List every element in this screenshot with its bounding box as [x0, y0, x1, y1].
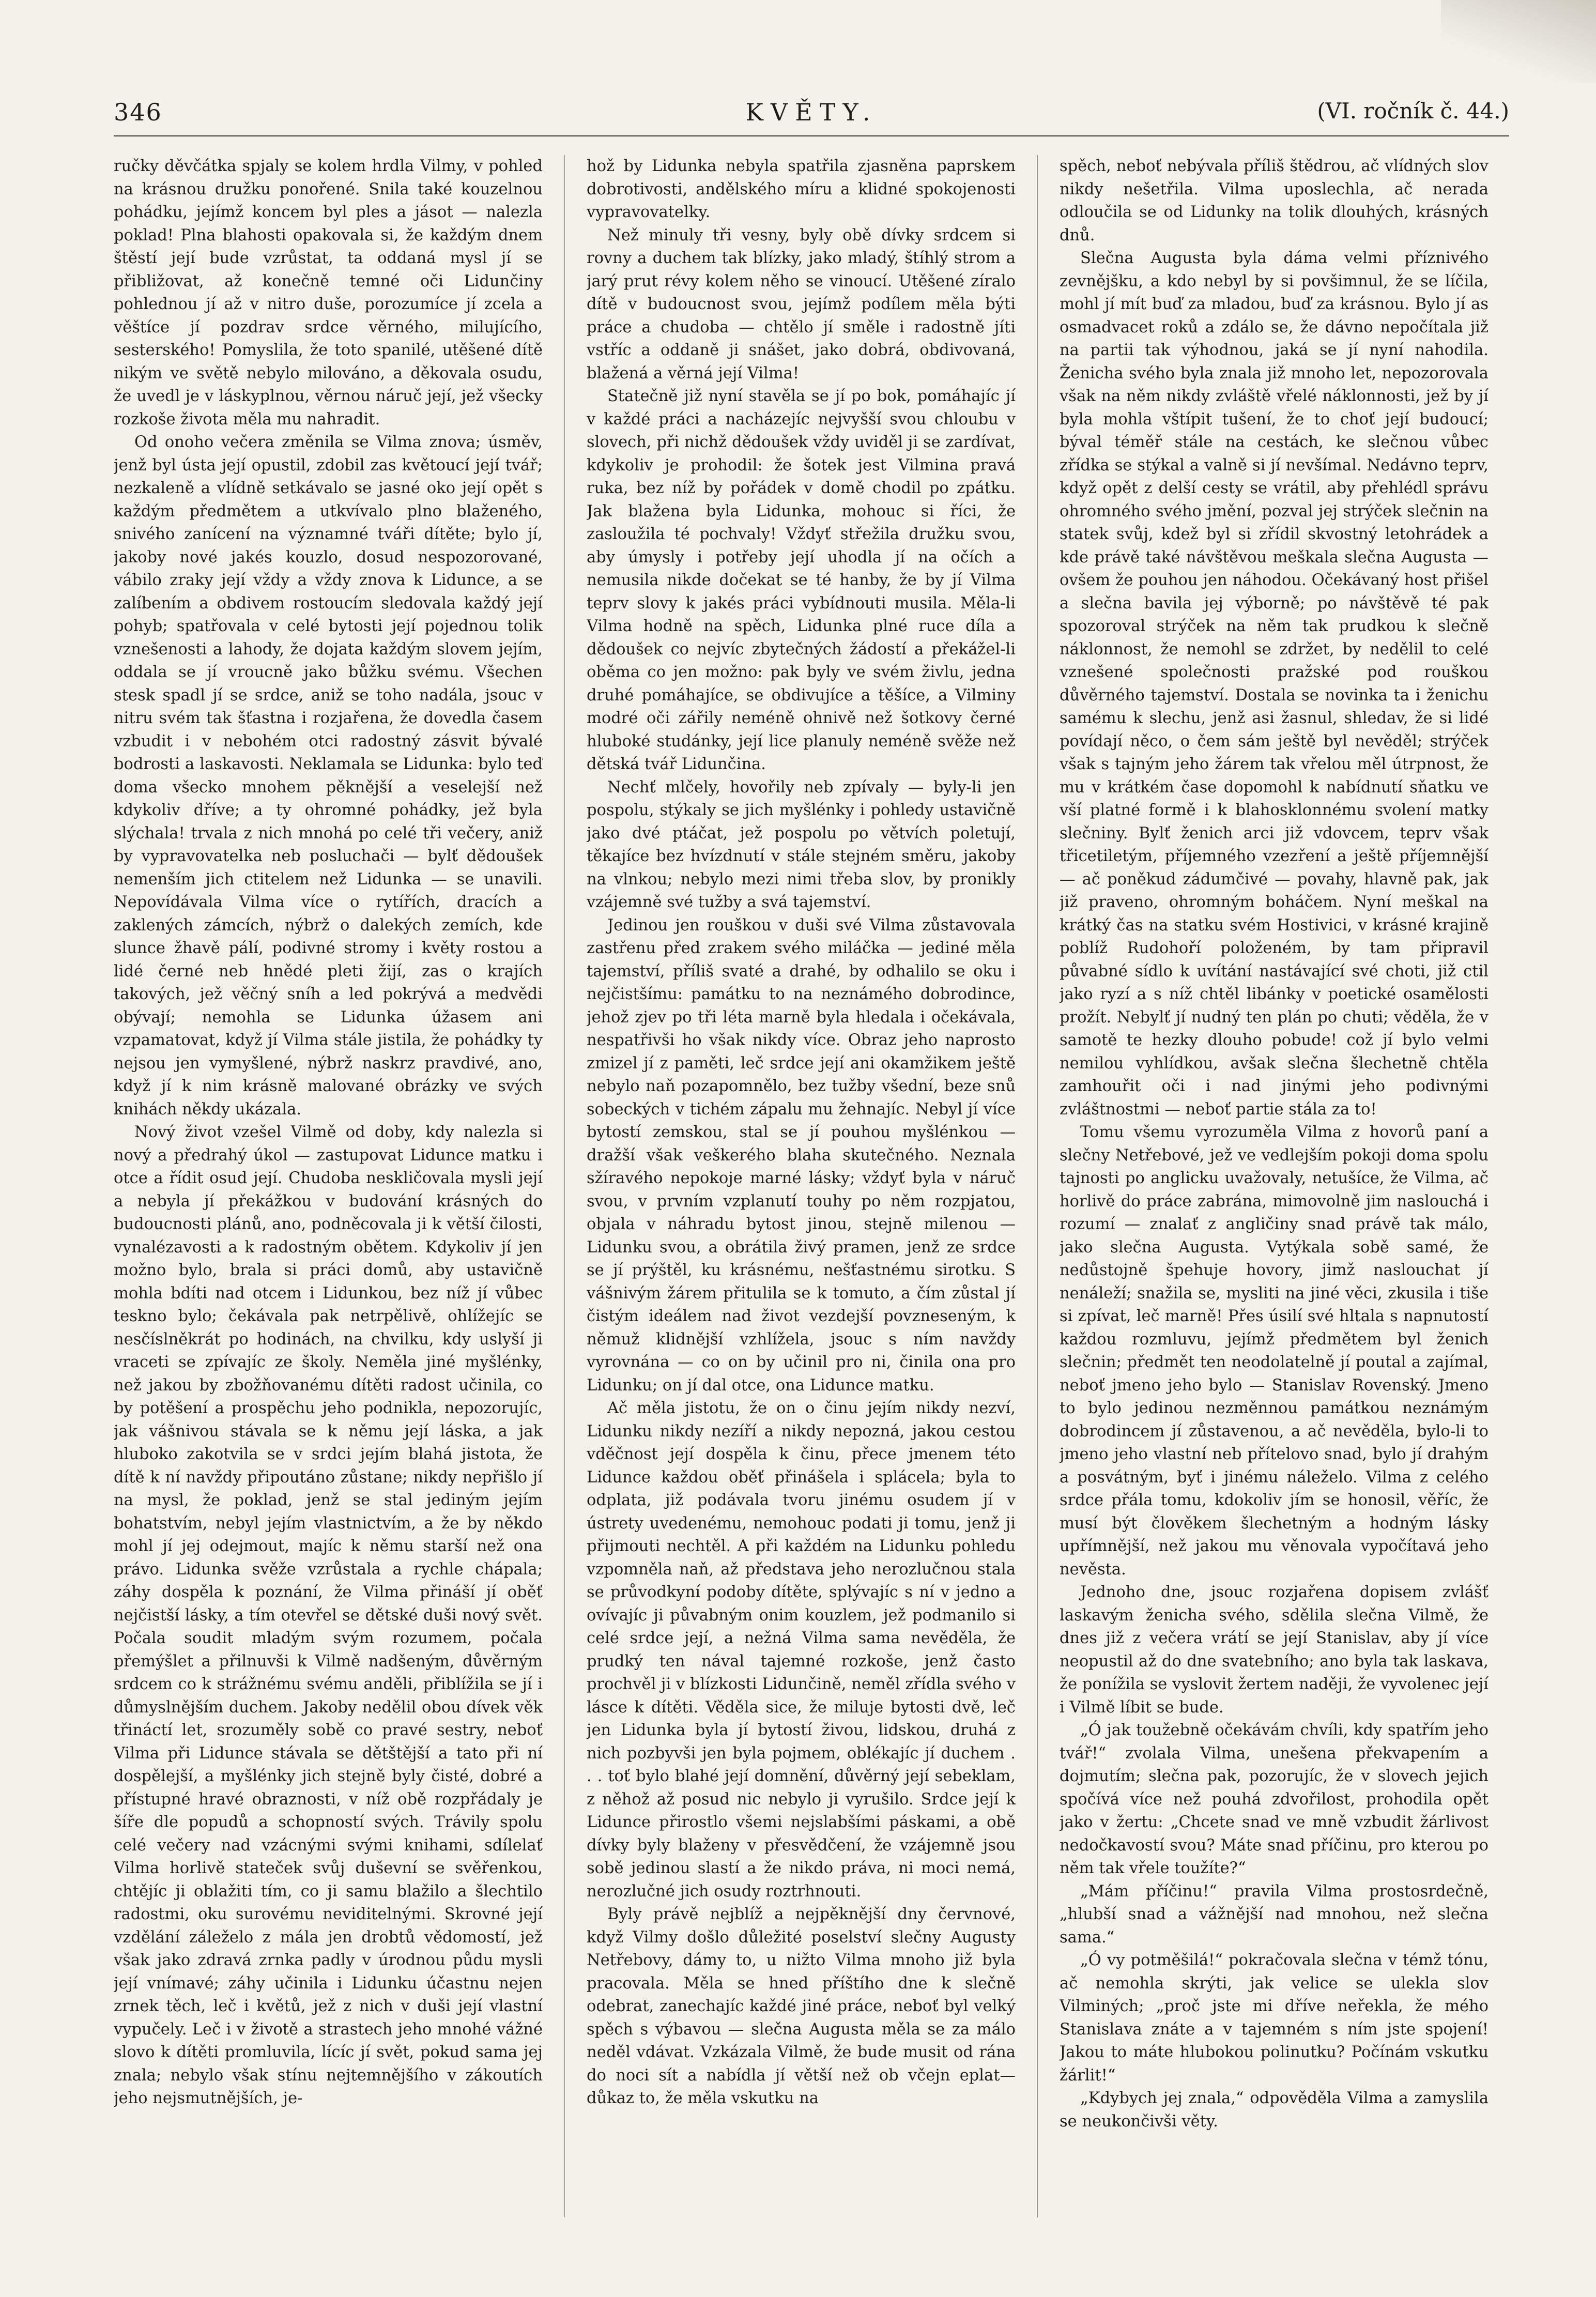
paragraph: ručky děvčátka spjaly se kolem hrdla Vilmy, v pohled na krásnou družku ponořené. Snila také kouzelnou pohádku, jejímž koncem byl ples a jásot — nalezla poklad! Plna blahosti opakovala si, že každým dnem štěstí její bude vzrůstat, ta oddaná mysl jí se přibližovat, až konečně temné oči Lidunčiny pohlednou jí až v nitro duše, porozumíce jí zcela a věštíce jí pozdrav srdce věrného, milujícího, sesterského! Pomyslila, že toto spanilé, utěšené dítě nikým ve světě nebylo milováno, a děkovala osudu, že uvedl je v láskyplnou, věrnou náruč její, jež všecky rozkoše života měla mu nahradit.	[114, 157, 543, 428]
column-divider	[1037, 155, 1038, 2217]
paragraph: Tomu všemu vyrozuměla Vilma z hovorů paní a slečny Netřebové, jež ve vedlejším pokoji doma spolu tajnosti po anglicku uvažovaly, netušíce, že Vilma, ač horlivě do práce zabrána, mimovolně jim naslouchá i rozumí — znalať z angličiny snad právě tak málo, jako slečna Augusta. Vytýkala sobě samé, že nedůstojně špehuje hovory, jimž naslouchat jí nenáleží; snažila se, mysliti na jiné věci, zkusila i tiše si zpívat, leč marně! Přes úsilí své hltala s napnutostí každou rozmluvu, jejímž předmětem byl ženich slečnin; předmět ten neodolatelně jí poutal a zajímal, neboť jmeno jeho bylo — Stanislav Rovenský. Jmeno to bylo jedinou nezměnnou památkou neznámým dobrodincem jí zůstavenou, a ač nevěděla, bylo-li to jmeno jeho vlastní neb přítelovo snad, bylo jí drahým a posvátným, byť i jinému náleželo. Vilma z celého srdce přála tomu, kdokoliv jím se honosil, věříc, že musí být člověkem šlechetným a hodným lásky upřímnější, než jakou mu věnovala vypočítavá jeho nevěsta.	[1060, 1123, 1488, 1579]
paragraph: spěch, neboť nebývala příliš štědrou, ač vlídných slov nikdy nešetřila. Vilma uposlechla, ač nerada odloučila se od Lidunky na tolik dlouhých, krásných dnů.	[1060, 157, 1488, 244]
paragraph: Od onoho večera změnila se Vilma znova; úsměv, jenž byl ústa její opustil, zdobil zas květoucí její tvář; nezkaleně a vlídně setkávalo se jasné oko její opět s každým předmětem a utkvívalo plno blaženého, snivého zanícení na významné tváři dítěte; bylo jí, jakoby nové jakés kouzlo, dosud nespozorované, vábilo zraky její vždy a vždy znova k Lidunce, a se zalíbením a obdivem rostoucím sledovala každý její pohyb; spatřovala v celé bytosti její pojednou tolik vznešenosti a lahody, že dojata každým slovem jejím, oddala se jí vroucně jako bůžku svému. Všechen stesk spadl jí se srdce, aniž se toho nadála, jsouc v nitru svém tak šťastna i rozjařena, že dovedla časem vzbudit i v nebohém otci radostný zásvit bývalé bodrosti a laskavosti. Neklamala se Lidunka: bylo teď doma všecko mnohem pěknější a veselejší než kdykoliv dříve; a ty ohromné pohádky, jež byla slýchala! trvala z nich mnohá po celé tři večery, aniž by vypravovatelka neb posluchači — bylť dědoušek nemenším jich ctitelem než Lidunka — se unavili. Nepovídávala Vilma více o rytířích, dracích a zaklených zámcích, nýbrž o dalekých zemích, kde slunce žhavě pálí, podivné stromy i květy rostou a lidé černé neb hnědé pleti žijí, zas o krajích takových, jež věčný sníh a led pokrývá a medvědi obývají; nemohla se Lidunka úžasem ani vzpamatovat, když jí Vilma stále jistila, že pohádky ty nejsou jen vymyšlené, nýbrž naskrz pravdivé, ano, když jí k nim krásně malované obrázky ve svých knihách někdy ukázala.	[114, 433, 543, 1119]
paragraph: „Ó jak toužebně očekávám chvíli, kdy spatřím jeho tvář!“ zvolala Vilma, unešena překvapením a dojmutím; slečna pak, pozorujíc, že v slovech jejich spočívá více než pouhá zdvořilost, prohodila opět jako v žertu: „Chcete snad ve mně vzbudit žárlivost nedočkavostí svou? Máte snad příčinu, pro kterou po něm tak vřele toužíte?“	[1060, 1721, 1488, 1877]
text-column-3	[1060, 155, 1488, 2243]
text-column-1	[114, 155, 543, 2243]
page-header	[114, 93, 1509, 134]
header-rule	[114, 135, 1509, 136]
paragraph: „Kdybych jej znala,“ odpověděla Vilma a zamyslila se neukončivši věty.	[1060, 2089, 1488, 2131]
column-divider	[564, 155, 565, 2217]
paragraph: Než minuly tři vesny, byly obě dívky srdcem si rovny a duchem tak blízky, jako mladý, štíhlý strom a jarý prut révy kolem něho se vinoucí. Utěšené zíralo dítě v budoucnost svou, jejímž podílem měla býti práce a chudoba — chtělo jí směle i radostně jíti vstříc a oddaně ji snášet, jako dobrá, obdivovaná, blažená a věrná její Vilma!	[587, 226, 1016, 382]
paragraph: Byly právě nejblíž a nejpěknější dny červnové, když Vilmy došlo důležité poselství slečny Augusty Netřebovy, dámy to, u nižto Vilma mnoho již byla pracovala. Měla se hned příštího dne k slečně odebrat, zanechajíc každé jiné práce, neboť byl velký spěch s výbavou — slečna Augusta měla se za málo neděl vdávat. Vzkázala Vilmě, že bude musit od rána do noci sít a nabídla jí větší než ob včejn eplat— důkaz to, že měla vskutku na	[587, 1905, 1016, 2107]
paragraph: Nový život vzešel Vilmě od doby, kdy nalezla si nový a předrahý úkol — zastupovat Lidunce matku i otce a řídit osud její. Chudoba neskličovala mysli její a nebyla jí překážkou v budování krásných do budoucnosti plánů, ano, podněcovala ji k větší čilosti, vynalézavosti a k radostným obětem. Kdykoliv jí jen možno bylo, brala si práci domů, aby ustavičně mohla bdíti nad otcem i Lidunkou, bez níž jí vůbec teskno bylo; čekávala pak netrpělivě, ohlížejíc se nesčíslněkrát po hodinách, na chvilku, kdy uslyší ji vraceti se zpívajíc ze školy. Neměla jiné myšlénky, než jakou by zbožňovanému dítěti radost učinila, co by potěšení a prospěchu jeho podnikla, nepozorujíc, jak vášnivou stávala se k němu její láska, a jak hluboko zakotvila se v srdci jejím blahá jistota, že dítě k ní navždy připoutáno zůstane; nikdy nepřišlo jí na mysl, že poklad, jenž se stal jediným jejím bohatstvím, nebyl jejím vlastnictvím, a že by někdo mohl jí jej odejmout, majíc k němu starší než ona právo. Lidunka svěže vzrůstala a rychle chápala; záhy dospěla k poznání, že Vilma přináší jí oběť nejčistší lásky, a tím otevřel se dětské duši nový svět. Počala soudit mladým svým rozumem, počala přemýšlet a přilnuvši k Vilmě nadšeným, důvěrným srdcem co k strážnému svému anděli, přiblížila se jí i důmyslnějším duchem. Jakoby nedělil obou dívek věk třináctí let, srozuměly sobě co pravé sestry, neboť Vilma při Lidunce stávala se dětštější a tato při ní dospělejší, a myšlénky jich stejně byly čisté, dobré a přístupné hravé obraznosti, v níž obě rozpřádaly je šíře dle popudů a schopností svých. Trávily spolu celé večery nad vzácnými svými knihami, sdílelať Vilma horlivě stateček svůj duševní se svěřenkou, chtějíc ji oblažiti tím, co ji samu blažilo a šlechtilo radostmi, oku surovému neviditelnými. Skrovné její vzdělání záleželo z mála jen drobtů vědomostí, jež však jako zdravá zrnka padly v úrodnou půdu mysli její vnímavé; záhy učinila i Lidunku účastnu nejen zrnek těch, leč i květů, jež z nich v duši její vlastní vypučely. Leč i v životě a strastech jeho mnohé vážné slovo k dítěti promluvila, lícíc jí svět, pokud sama jej znala; nebylo však stínu nejtemnějšího v zákoutích jeho nejsmutnějších, je-	[114, 1123, 543, 2107]
paragraph: Nechť mlčely, hovořily neb zpívaly — byly-li jen pospolu, stýkaly se jich myšlénky i pohledy ustavičně jako dvé ptáčat, jež pospolu po větvích poletují, těkajíce bez hvízdnutí v stále stejném směru, jakoby na vlnkou; nebylo mezi nimi třeba slov, by pronikly vzájemně své tužby a svá tajemství.	[587, 778, 1016, 911]
page-number: 346	[114, 98, 162, 126]
volume-info: (VI. ročník č. 44.)	[1317, 98, 1509, 124]
paragraph: Jednoho dne, jsouc rozjařena dopisem zvlášť laskavým ženicha svého, sdělila slečna Vilmě, že dnes již z večera vrátí se její Stanislav, aby jí více neopustil až do dne svatebního; ano byla tak laskava, že ponížila se vyslovit žertem naději, že vyvolenec její i Vilmě líbit se bude.	[1060, 1583, 1488, 1717]
page-corner-shadow	[1441, 0, 1596, 83]
paragraph: Slečna Augusta byla dáma velmi příznivého zevnějšku, a kdo nebyl by si povšimnul, že se líčila, mohl jí mít buď za mladou, buď za krásnou. Bylo jí as osmadvacet roků a zdálo se, že dávno nepočítala již na partii tak výhodnou, jaká se jí nyní nahodila. Ženicha svého byla znala již mnoho let, nepozorovala však na něm nikdy zvláště vřelé náklonnosti, jež by jí byla mohla vštípit tušení, že to choť její budoucí; býval téměř stále na cestách, ke slečnou vůbec zřídka se stýkal a valně si jí nevšímal. Nedávno teprv, když opět z delší cesty se vrátil, aby přehlédl správu ohromného svého jmění, pozval jej strýček slečnin na statek svůj, kdež byl si zřídil skvostný letohrádek a kde právě také návštěvou meškala slečna Augusta — ovšem že pouhou jen náhodou. Očekávaný host přišel a slečna bavila jej výborně; po návštěvě té pak spozoroval strýček na něm tak prudkou k slečně náklonnost, že nemohl se zdržet, by nedělil to celé vznešené společnosti pražské pod rouškou důvěrného tajemství. Dostala se novinka ta i ženichu samému k slechu, jenž asi žasnul, shledav, že si lidé povídají něco, o čem sám ještě byl nevěděl; strýček však s tajným jeho žárem tak vřelou měl útrpnost, že mu v krátkém čase dopomohl k nabídnutí sňatku ve vší platné formě i k blahosklonnému svolení matky slečniny. Bylť ženich arci již vdovcem, teprv však třicetiletým, příjemného vzezření a ještě příjemnější — ač poněkud zádumčivé — povahy, hlavně pak, jak již praveno, ohromným boháčem. Nyní meškal na krátký čas na statku svém Hostivici, v krásné krajině poblíž Rudohoří položeném, by tam připravil půvabné sídlo k uvítání nastávající své choti, již ctil jako ryzí a s níž chtěl libánky v poetické osamělosti prožít. Nebylť jí nudný ten plán po chuti; věděla, že v samotě te hezky dlouho pobude! což jí bylo velmi nemilou vyhlídkou, avšak slečna šlechetně chtěla zamhouřit oči i nad jinými jeho podivnými zvláštnostmi — neboť partie stála za to!	[1060, 249, 1488, 1119]
text-column-2	[587, 155, 1016, 2243]
journal-title: KVĚTY.	[745, 98, 878, 126]
paragraph: Jedinou jen rouškou v duši své Vilma zůstavovala zastřenu před zrakem svého miláčka — jediné měla tajemství, příliš svaté a drahé, by odhalilo se oku i nejčistšímu: památku to na neznámého dobrodince, jehož zjev po tři léta marně byla hledala i očekávala, nespatřivši ho však nikdy více. Obraz jeho naprosto zmizel jí z paměti, leč srdce její ani okamžikem ještě nebylo naň pozapomnělo, bez tužby všední, beze snů sobeckých v tichém zápalu mu žehnajíc. Nebyl jí více bytostí zemskou, stal se jí pouhou myšlénkou — dražší však veškerého blaha skutečného. Neznala sžíravého nepokoje marné lásky; vždyť byla v náruč svou, v prvním vzplanutí touhy po něm rozpjatou, objala v náhradu bytost jinou, stejně milenou — Lidunku svou, a obrátila živý pramen, jenž ze srdce se jí prýštěl, ku krásnému, nešťastnému sirotku. S vášnivým žárem přitulila se k tomuto, a čím zůstal jí čistým ideálem nad život vezdejší povzneseným, k němuž klidnější vzhlížela, jsouc s ním navždy vyrovnána — co on by učinil pro ni, činila ona pro Lidunku; on jí dal otce, ona Lidunce matku.	[587, 916, 1016, 1395]
paragraph: „Ó vy potměšilá!“ pokračovala slečna v témž tónu, ač nemohla skrýti, jak velice se ulekla slov Vilminých; „proč jste mi dříve neřekla, že mého Stanislava znáte a v tajemném s ním jste spojení! Jakou to máte hlubokou polinutku? Počínám vskutku žárlit!“	[1060, 1951, 1488, 2085]
paragraph: Ač měla jistotu, že on o činu jejím nikdy nezví, Lidunku nikdy nezíří a nikdy nepozná, jakou cestou vděčnost její dospěla k činu, přece jmenem této Lidunce každou oběť přinášela i splácela; byla to odplata, již podávala tvoru jinému osudem jí v ústrety uvedenému, nemohouc podati ji tomu, jenž ji přijmouti nechtěl. A při každém na Lidunku pohledu vzpomněla naň, až představa jeho nerozlučnou stala se průvodkyní podoby dítěte, splývajíc s ní v jedno a ovívajíc ji půvabným onim kouzlem, jež podmanilo si celé srdce její, a nežná Vilma sama nevěděla, že prudký ten nával tajemné rozkoše, jenž často prochvěl ji v blízkosti Lidunčině, neměl zřídla svého v lásce k dítěti. Věděla sice, že miluje bytosti dvě, leč jen Lidunka byla jí bytostí živou, lidskou, druhá z nich pozbyvši jen byla pojmem, oblékajíc jí duchem . . . toť bylo blahé její domnění, důvěrný její sebeklam, z něhož až posud nic nebylo ji vyrušilo. Srdce její k Lidunce přirostlo všemi nejslabšími páskami, a obě dívky byly blaženy v přesvědčení, že vzájemně jsou sobě jedinou slastí a že nikdo práva, ni moci nemá, nerozlučné jich osudy roztrhnouti.	[587, 1399, 1016, 1901]
paragraph: hož by Lidunka nebyla spatřila zjasněna paprskem dobrotivosti, andělského míru a klidné spokojenosti vypravovatelky.	[587, 157, 1016, 221]
paragraph: „Mám příčinu!“ pravila Vilma prostosrdečně, „hlubší snad a vážnější nad mnohou, než slečna sama.“	[1060, 1882, 1488, 1947]
paragraph: Statečně již nyní stavěla se jí po bok, pomáhajíc jí v každé práci a nacházejíc nejvyšší svou chloubu v slovech, při nichž dědoušek vždy uviděl ji se zardívat, kdykoliv je prohodil: že šotek jest Vilmina pravá ruka, bez níž by pořádek v domě chodil po zpátku. Jak blažena byla Lidunka, mohouc si říci, že zasloužila té pochvaly! Vždyť střežila družku svou, aby úmysly i potřeby její uhodla jí na očích a nemusila nikde dočekat se té hanby, že by jí Vilma teprv slovy k jakés práci vybídnouti musila. Měla-li Vilma hodně na spěch, Lidunka plné ruce díla a dědoušek co nejvíc zbytečných žádostí a překážel-li oběma co jen možno: pak byly ve svém živlu, jedna druhé pomáhajíce, se obdivujíce a těšíce, a Vilminy modré oči zářily neméně ohnivě než šotkovy černé hluboké studánky, její lice planuly neméně svěže než dětská tvář Lidunčina.	[587, 387, 1016, 773]
